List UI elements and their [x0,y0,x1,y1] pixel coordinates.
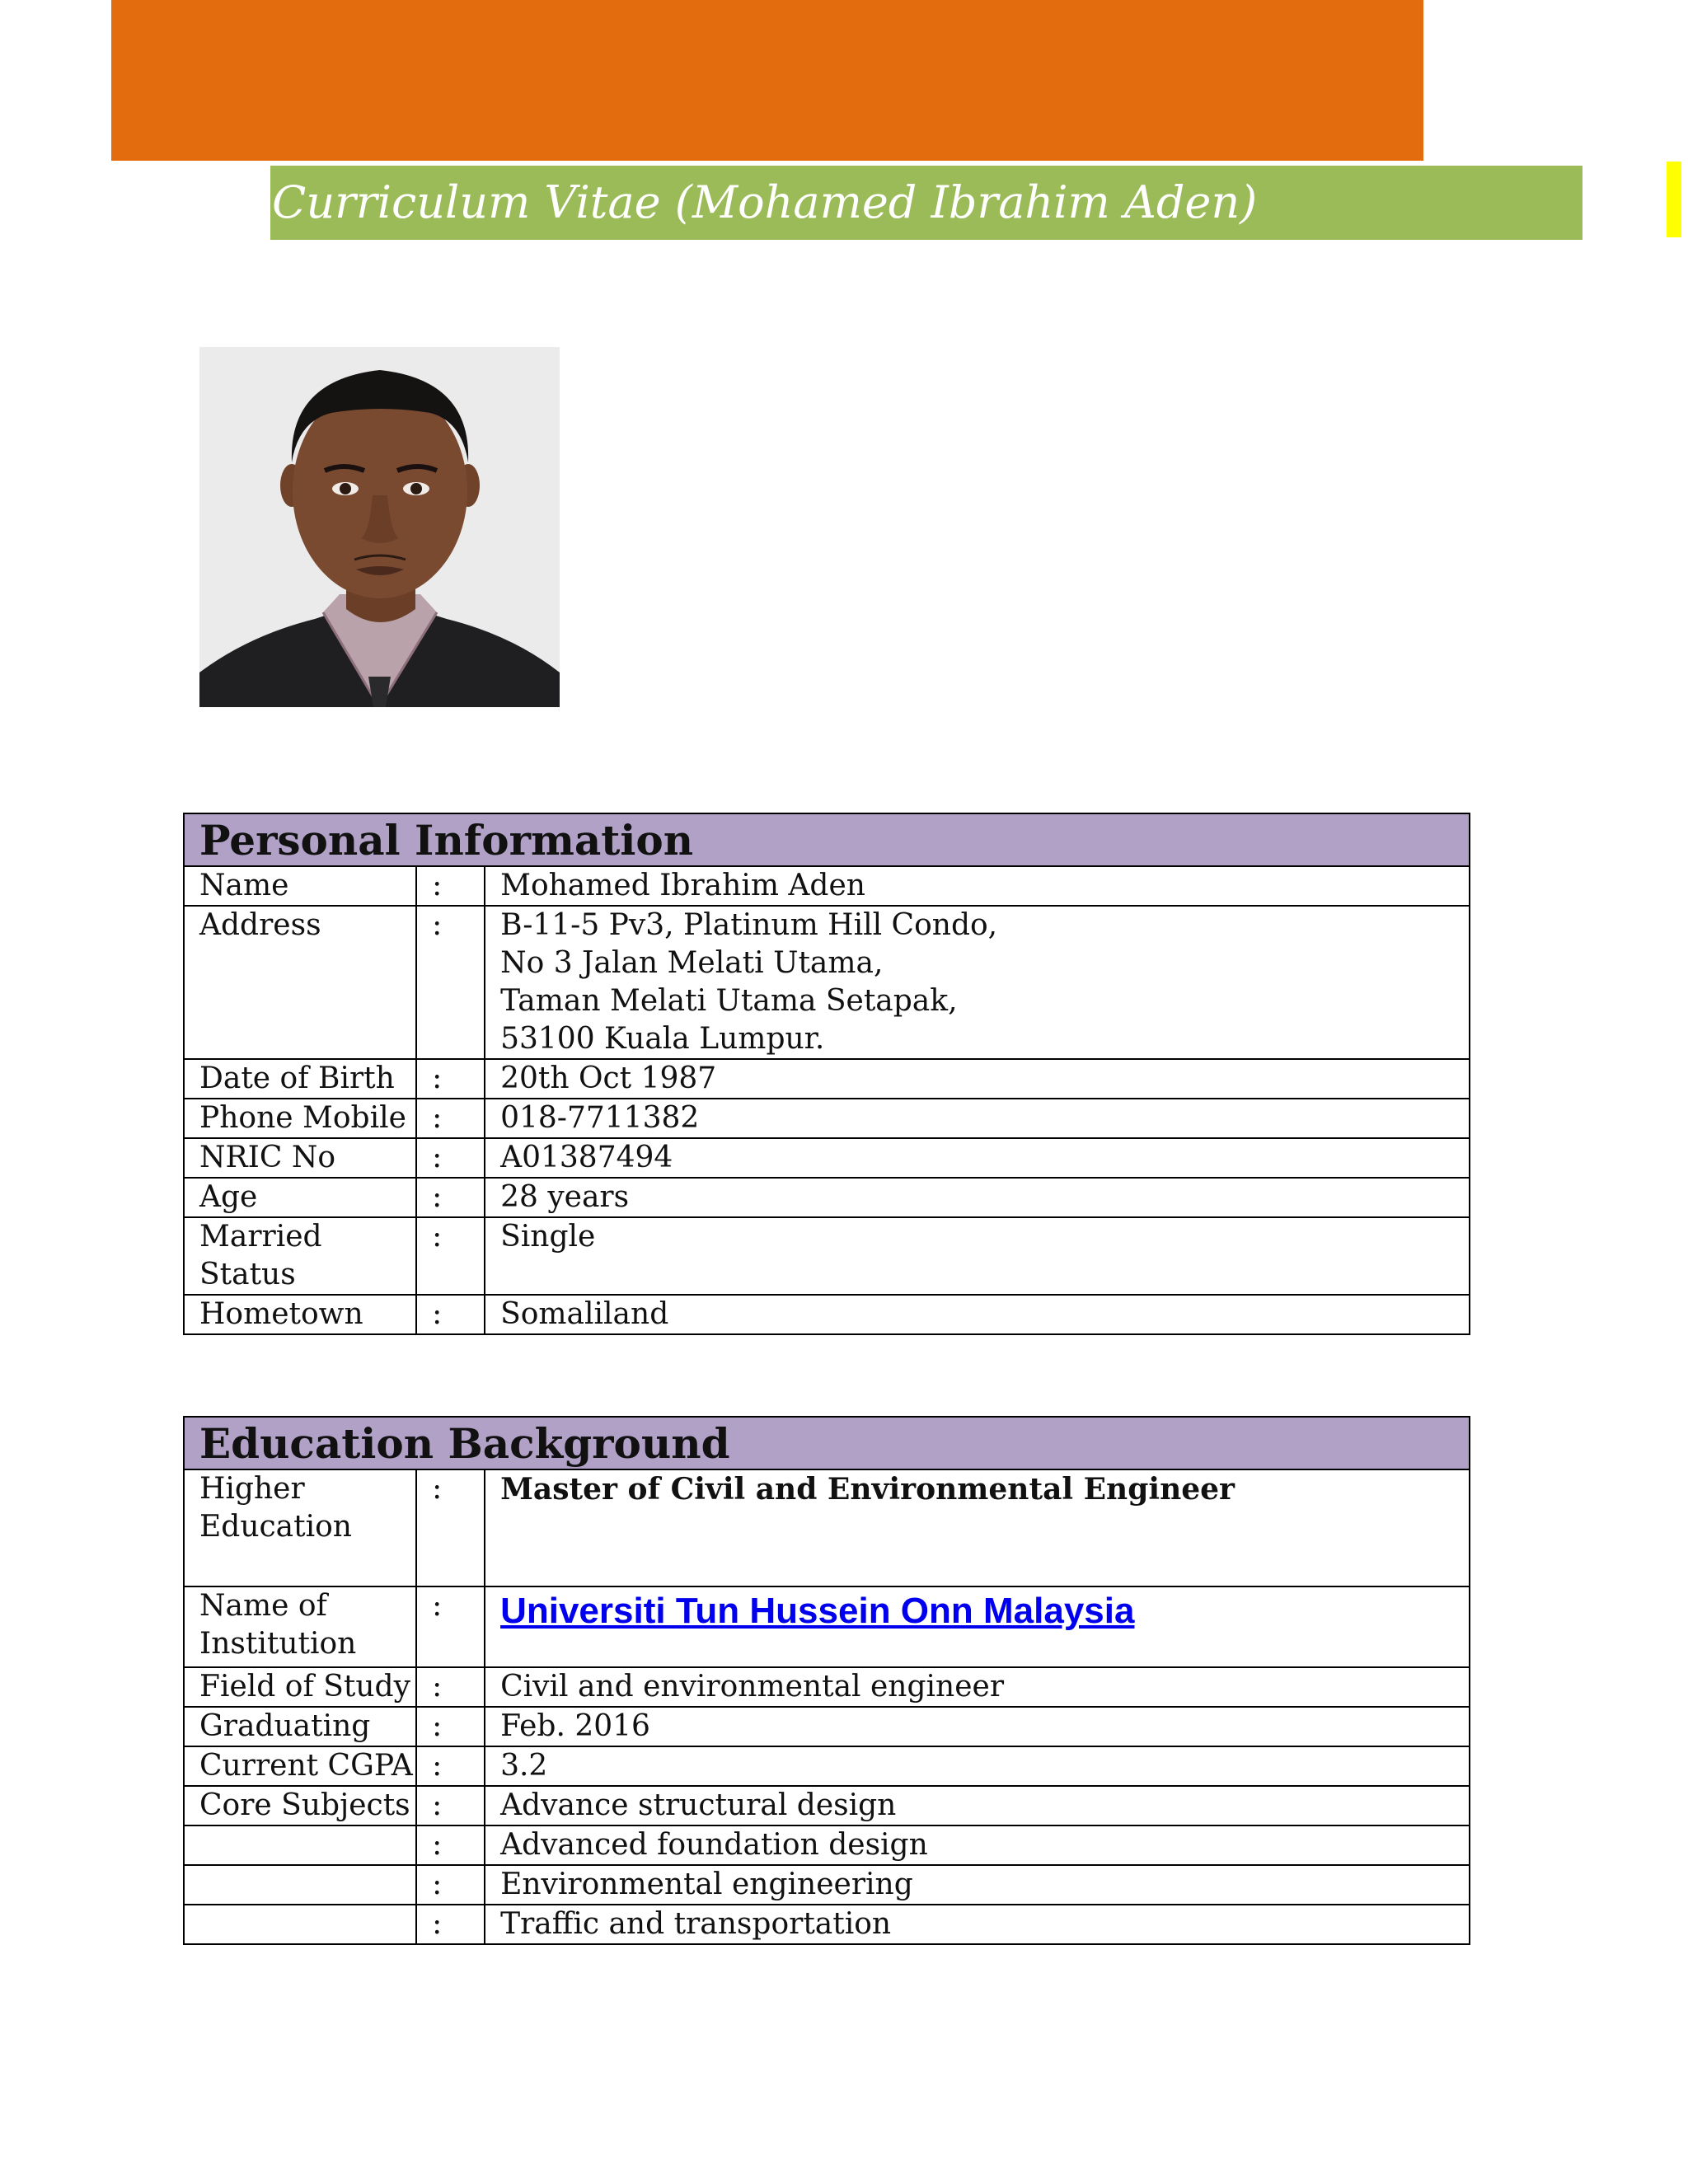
table-row [184,1786,1470,1825]
table-row [184,1138,1470,1178]
row-separator: : [416,1295,485,1334]
address-line: No 3 Jalan Melati Utama, [500,946,884,980]
portrait-image [199,347,560,707]
table-row [184,1865,1470,1905]
table-row [184,1178,1470,1217]
row-label: Current CGPA [184,1746,416,1786]
header-orange-bar [111,0,1423,161]
table-row [184,906,1470,1059]
row-value: Traffic and transportation [485,1905,1470,1944]
table-row [184,1099,1470,1138]
education-background-table [183,1416,1470,1945]
row-value: Feb. 2016 [485,1707,1470,1746]
row-label: Age [184,1178,416,1217]
row-label: Address [184,906,416,1059]
table-row [184,1059,1470,1099]
row-separator: : [416,866,485,906]
row-separator: : [416,1746,485,1786]
row-separator: : [416,1217,485,1295]
row-value: Single [485,1217,1470,1295]
row-separator: : [416,1586,485,1667]
row-value: 20th Oct 1987 [485,1059,1470,1099]
address-line: Taman Melati Utama Setapak, [500,984,958,1018]
degree-value: Master of Civil and Environmental Engineer [485,1469,1470,1586]
address-line: B-11-5 Pv3, Platinum Hill Condo, [500,908,998,942]
row-separator: : [416,1099,485,1138]
row-value: Civil and environmental engineer [485,1667,1470,1707]
table-row [184,1746,1470,1786]
row-separator: : [416,1469,485,1586]
row-label: Date of Birth [184,1059,416,1099]
row-separator: : [416,1825,485,1865]
table-row [184,1295,1470,1334]
row-value: A01387494 [485,1138,1470,1178]
institution-cell [485,1586,1470,1667]
row-separator: : [416,1865,485,1905]
profile-photo [199,347,560,707]
table-row [184,1469,1470,1586]
institution-link[interactable]: Universiti Tun Hussein Onn Malaysia [500,1591,1135,1631]
row-label [184,1905,416,1944]
row-label [184,1865,416,1905]
row-label: Higher Education [184,1469,416,1586]
row-label: Phone Mobile [184,1099,416,1138]
personal-information-table [183,813,1470,1335]
personal-information-header [184,813,1470,866]
section-heading: Personal Information [184,813,1470,866]
table-row [184,1667,1470,1707]
row-separator: : [416,1707,485,1746]
row-label [184,1825,416,1865]
row-separator: : [416,1178,485,1217]
row-value: Somaliland [485,1295,1470,1334]
row-value: 28 years [485,1178,1470,1217]
yellow-accent-mark [1667,162,1681,237]
row-value: Advanced foundation design [485,1825,1470,1865]
section-heading: Education Background [184,1417,1470,1469]
row-value: Mohamed Ibrahim Aden [485,866,1470,906]
table-row [184,1825,1470,1865]
row-separator: : [416,1905,485,1944]
page-title: Curriculum Vitae (Mohamed Ibrahim Aden) [272,176,1258,228]
row-separator: : [416,1138,485,1178]
table-row [184,866,1470,906]
row-label: Core Subjects [184,1786,416,1825]
education-background-header [184,1417,1470,1469]
row-value: Environmental engineering [485,1865,1470,1905]
row-separator: : [416,1786,485,1825]
row-separator: : [416,906,485,1059]
row-separator: : [416,1059,485,1099]
address-line: 53100 Kuala Lumpur. [500,1022,825,1056]
table-row [184,1707,1470,1746]
address-value [485,906,1470,1059]
row-separator: : [416,1667,485,1707]
row-label: Field of Study [184,1667,416,1707]
table-row [184,1217,1470,1295]
row-label: Married Status [184,1217,416,1295]
row-label: Name of Institution [184,1586,416,1667]
row-value: Advance structural design [485,1786,1470,1825]
table-row [184,1905,1470,1944]
row-value: 018-7711382 [485,1099,1470,1138]
row-label: Graduating [184,1707,416,1746]
row-label: Name [184,866,416,906]
row-value: 3.2 [485,1746,1470,1786]
row-label: Hometown [184,1295,416,1334]
table-row [184,1586,1470,1667]
row-label: NRIC No [184,1138,416,1178]
